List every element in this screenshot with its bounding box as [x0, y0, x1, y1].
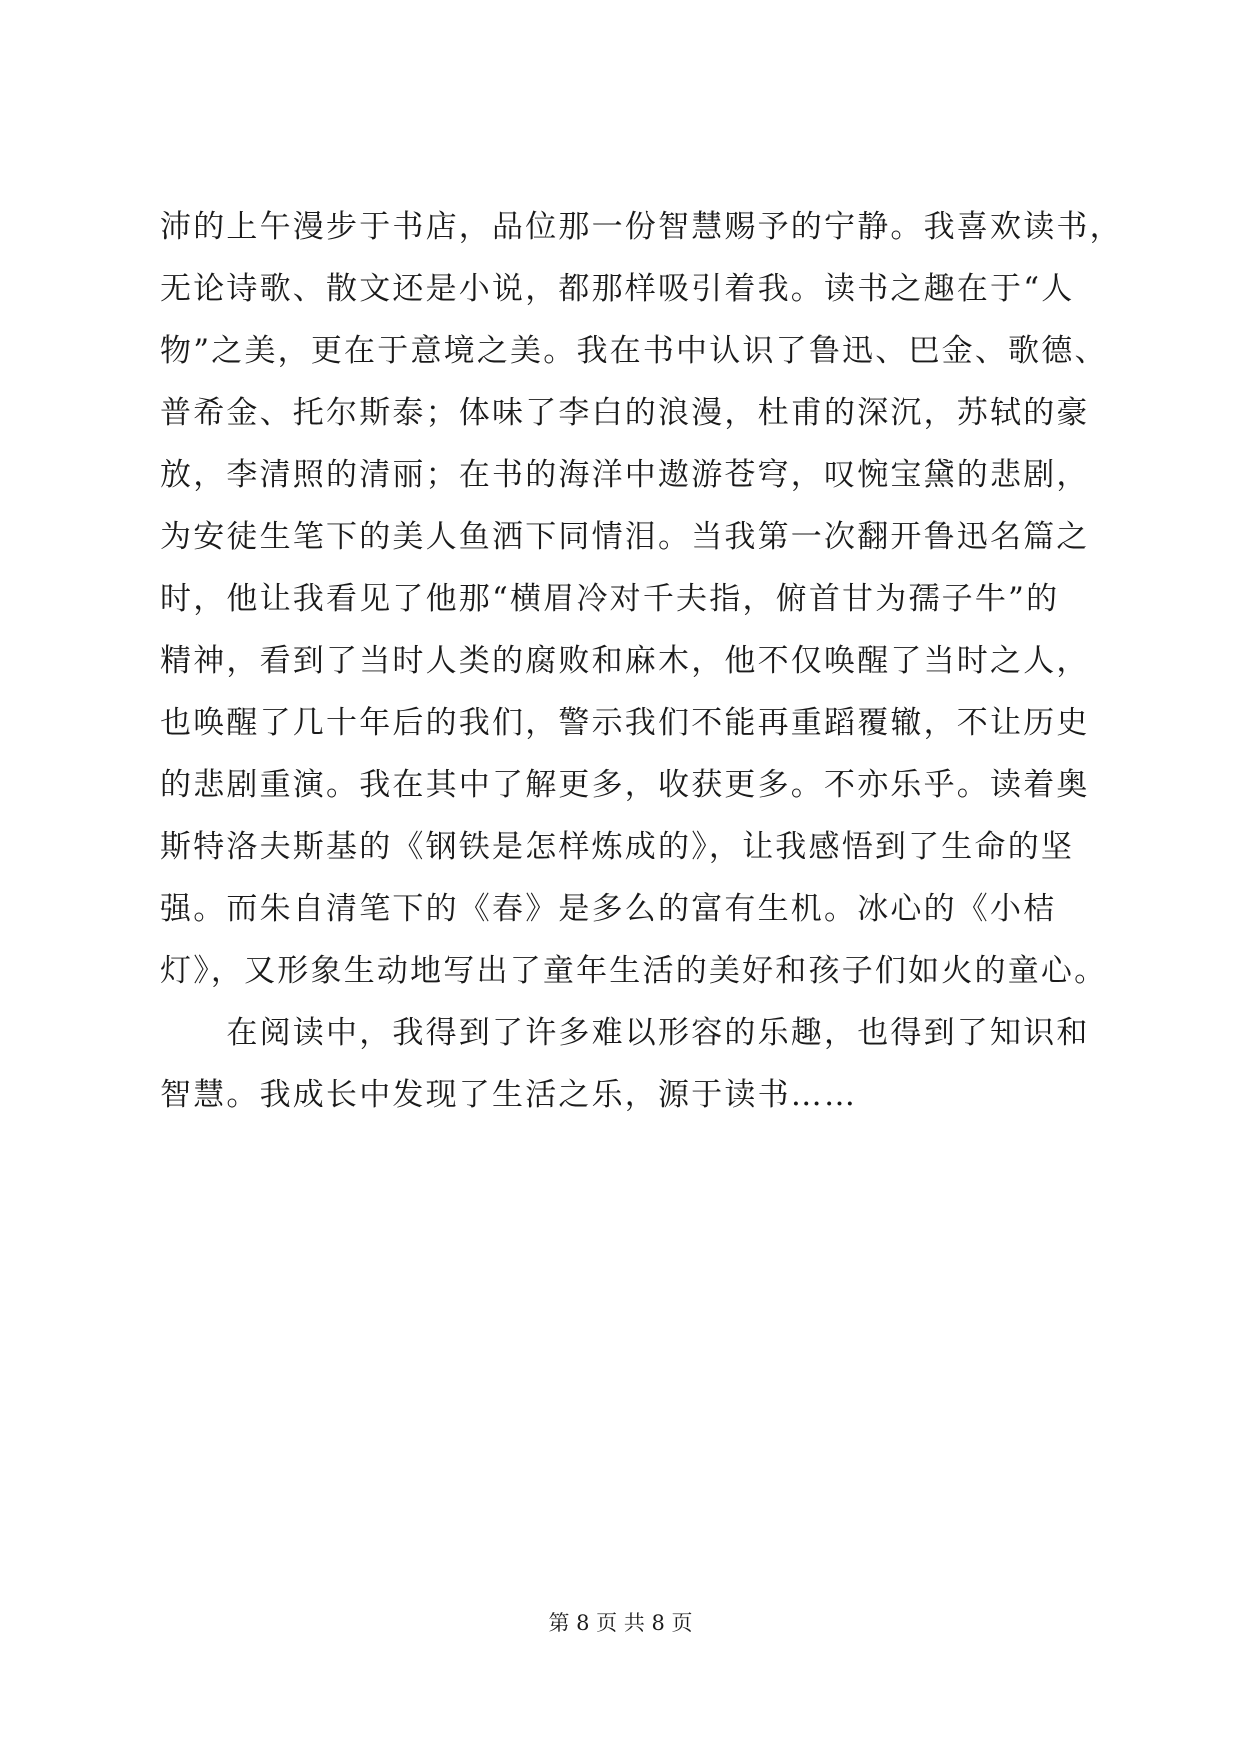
- text-line: 无论诗歌、散文还是小说，都那样吸引着我。读书之趣在于“人: [160, 271, 1075, 307]
- text-line: 沛的上午漫步于书店，品位那一份智慧赐予的宁静。我喜欢读书，: [160, 209, 1123, 245]
- text-line: 精神，看到了当时人类的腐败和麻木，他不仅唤醒了当时之人，: [160, 643, 1090, 679]
- text-line: 放，李清照的清丽；在书的海洋中遨游苍穹，叹惋宝黛的悲剧，: [160, 457, 1090, 493]
- text-line: 灯》，又形象生动地写出了童年生活的美好和孩子们如火的童心。: [160, 953, 1108, 989]
- text-line: 物”之美，更在于意境之美。我在书中认识了鲁迅、巴金、歌德、: [160, 333, 1108, 369]
- text-line: 智慧。我成长中发现了生活之乐，源于读书……: [160, 1077, 858, 1113]
- text-line: 也唤醒了几十年后的我们，警示我们不能再重蹈覆辙，不让历史: [160, 705, 1090, 741]
- text-line: 普希金、托尔斯泰；体味了李白的浪漫，杜甫的深沉，苏轼的豪: [160, 395, 1090, 431]
- text-line: 为安徒生笔下的美人鱼洒下同情泪。当我第一次翻开鲁迅名篇之: [160, 519, 1090, 555]
- text-line: 的悲剧重演。我在其中了解更多，收获更多。不亦乐乎。读着奥: [160, 767, 1090, 803]
- body-text: [160, 196, 1123, 1126]
- paragraph-start-line: 在阅读中，我得到了许多难以形容的乐趣，也得到了知识和: [160, 1015, 1090, 1051]
- text-line: 斯特洛夫斯基的《钢铁是怎样炼成的》，让我感悟到了生命的坚: [160, 829, 1075, 865]
- page-number-footer: 第 8 页 共 8 页: [548, 1611, 693, 1635]
- text-line: 时，他让我看见了他那“横眉冷对千夫指，俯首甘为孺子牛”的: [160, 581, 1060, 617]
- text-line: 强。而朱自清笔下的《春》是多么的富有生机。冰心的《小桔: [160, 891, 1057, 927]
